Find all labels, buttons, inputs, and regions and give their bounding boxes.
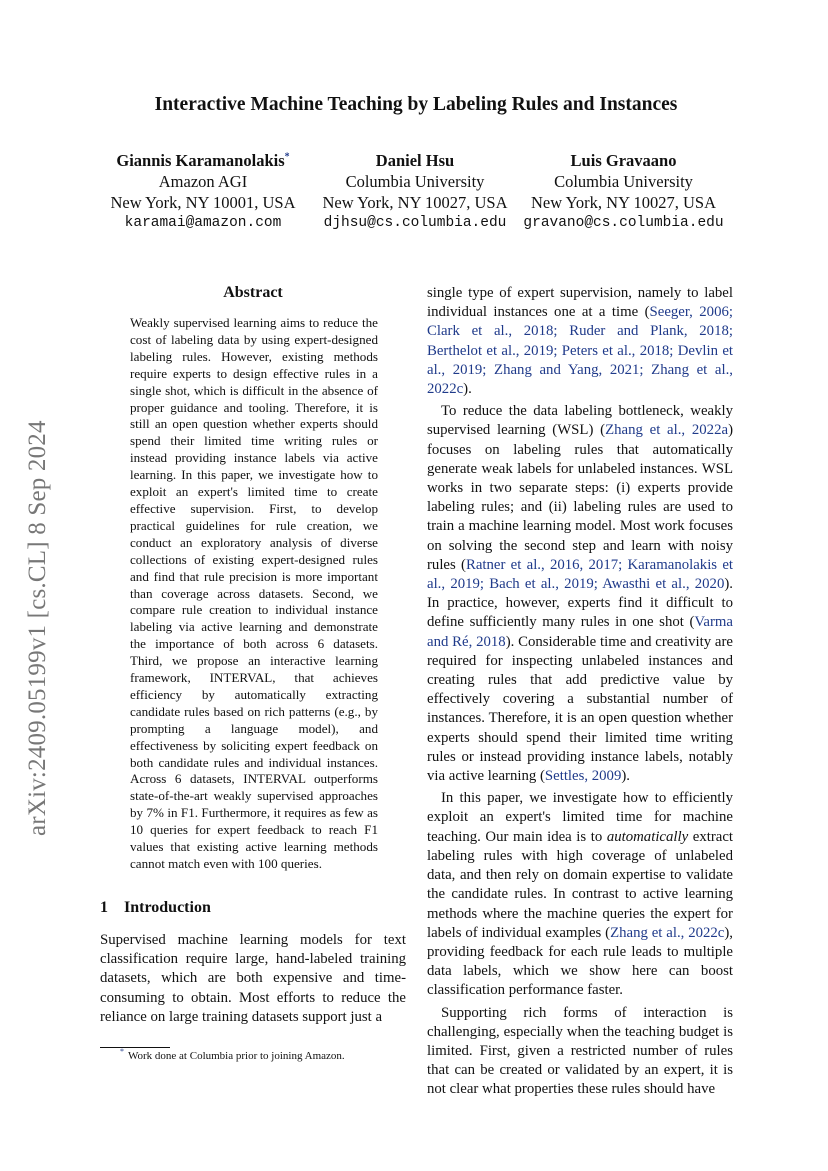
arxiv-identifier: arXiv:2409.05199v1 [cs.CL] 8 Sep 2024 <box>24 420 51 836</box>
abstract-text: Weakly supervised learning aims to reduce the cost of labeling data by using expert-designed labeling rules. However, existing methods require experts to design effective rules in a single shot, which is difficult in the absence of proper guidance and tooling. Therefore, it is still an open question whether experts should spend their limited time writing rules or instead providing instance labels via active learning. In this paper, we investigate how to exploit an expert's limited time to create effective supervision. First, to develop practical guidelines for rule creation, we conduct an exploratory analysis of diverse collections of existing expert-designed rules and find that rule precision is more important than coverage across datasets. Second, we compare rule creation to individual instance labeling via active learning and demonstrate the importance of both across 6 datasets. Third, we propose an interactive learning framework, INTERVAL, that achieves efficiency by automatically extracting candidate rules based on rich patterns (e.g., by prompting a language model), and effectiveness by soliciting expert feedback on both candidate rules and individual instances. Across 6 datasets, INTERVAL outperforms state-of-the-art weakly supervised approaches by 7% in F1. Furthermore, it requires as few as 10 queries for expert feedback to reach F1 values that existing active learning methods cannot match even with 100 queries. <box>130 315 378 871</box>
author-affiliation: Columbia University <box>554 172 693 191</box>
citation-link[interactable]: Zhang et al., 2022a <box>605 422 729 439</box>
footnote-text: Work done at Columbia prior to joining Amazon. <box>128 1050 345 1062</box>
footnote-mark: * <box>120 1047 124 1057</box>
intro-paragraph: Supervised machine learning models for text classification require large, hand-labeled training datasets, which are both expensive and time-consuming to obtain. Most efforts to reduce the reliance on large training datasets support just a <box>100 931 406 1025</box>
citation-link[interactable]: Seeger, 2006; Clark et al., 2018; Ruder and Plank, 2018; Berthelot et al., 2019; Peters et al., 2018; Devlin et al., 2019; Zhang and Yang, 2021; Zhang et al., 2022c <box>427 304 733 398</box>
author-block-2 <box>312 150 518 234</box>
author-block-1 <box>100 150 306 234</box>
paragraph: Supporting rich forms of interaction is challenging, especially when the teaching budget is limited. First, given a restricted number of rules that can be created or validated by an expert, it is not clear what properties these rules should have <box>427 1004 733 1098</box>
citation-link[interactable]: Zhang et al., 2022c <box>610 924 725 941</box>
paragraph: single type of expert supervision, namely to label individual instances one at a time (Seeger, 2006; Clark et al., 2018; Ruder and Plank, 2018; Berthelot et al., 2019; Peters et al., 2018; Devlin et al., 2019; Zhang and Yang, 2021; Zhang et al., 2022c). <box>427 285 733 398</box>
section-number: 1 <box>100 898 108 916</box>
footnote <box>120 1049 420 1063</box>
paragraph: To reduce the data labeling bottleneck, weakly supervised learning (WSL) (Zhang et al., 2022a) focuses on labeling rules that automatically generate weak labels for unlabeled instances. WSL works in two separate steps: (i) experts provide labeling rules; and (ii) labeling rules are used to train a machine learning model. Most work focuses on solving the second step and learn with noisy rules (Ratner et al., 2016, 2017; Karamanolakis et al., 2019; Bach et al., 2019; Awasthi et al., 2020). In practice, however, experts find it difficult to define sufficiently many rules in one shot (Varma and Ré, 2018). Considerable time and creativity are required for inspecting unlabeled instances and creating rules that add predictive value by effectively covering a substantial number of instances. Therefore, it is an open question whether experts should spend their limited time writing rules or instead providing instance labels, notably via active learning (Settles, 2009). <box>427 403 734 785</box>
citation-link[interactable]: Settles, 2009 <box>544 768 622 785</box>
author-email: karamai@amazon.com <box>124 215 282 231</box>
paper-title: Interactive Machine Teaching by Labeling Rules and Instances <box>154 94 678 115</box>
author-email: djhsu@cs.columbia.edu <box>323 215 507 231</box>
author-name: Giannis Karamanolakis* <box>116 151 290 170</box>
citation-link[interactable]: Varma and Ré, 2018 <box>427 614 733 650</box>
author-affiliation: Amazon AGI <box>158 172 248 191</box>
paragraph: In this paper, we investigate how to efficiently exploit an expert's limited time for machine teaching. Our main idea is to automatically extract labeling rules with high coverage of unlabeled data, and then rely on domain expertise to validate the candidate rules. In contrast to active learning methods where the machine queries the expert for labels of individual examples (Zhang et al., 2022c), providing feedback for each rule leads to multiple data labels, which we show here can boost classification performance faster. <box>427 790 733 999</box>
citation-link[interactable]: Ratner et al., 2016, 2017; Karamanolakis et al., 2019; Bach et al., 2019; Awasthi et al., 2020 <box>427 556 734 593</box>
section-heading <box>100 899 406 917</box>
author-affiliation: Columbia University <box>345 172 485 191</box>
author-address: New York, NY 10001, USA <box>110 193 296 212</box>
abstract-heading: Abstract <box>223 284 283 301</box>
author-footnote-mark[interactable]: * <box>284 151 290 163</box>
author-name: Luis Gravaano <box>570 151 677 170</box>
emphasis: automatically <box>606 828 689 845</box>
left-column <box>100 282 406 1027</box>
right-column <box>427 284 733 1100</box>
author-address: New York, NY 10027, USA <box>530 193 717 212</box>
author-block-3 <box>519 150 728 234</box>
section-title: Introduction <box>124 898 211 916</box>
author-address: New York, NY 10027, USA <box>322 193 508 212</box>
footnote-rule <box>100 1047 170 1048</box>
author-email: gravano@cs.columbia.edu <box>523 215 724 231</box>
author-name: Daniel Hsu <box>375 151 455 170</box>
